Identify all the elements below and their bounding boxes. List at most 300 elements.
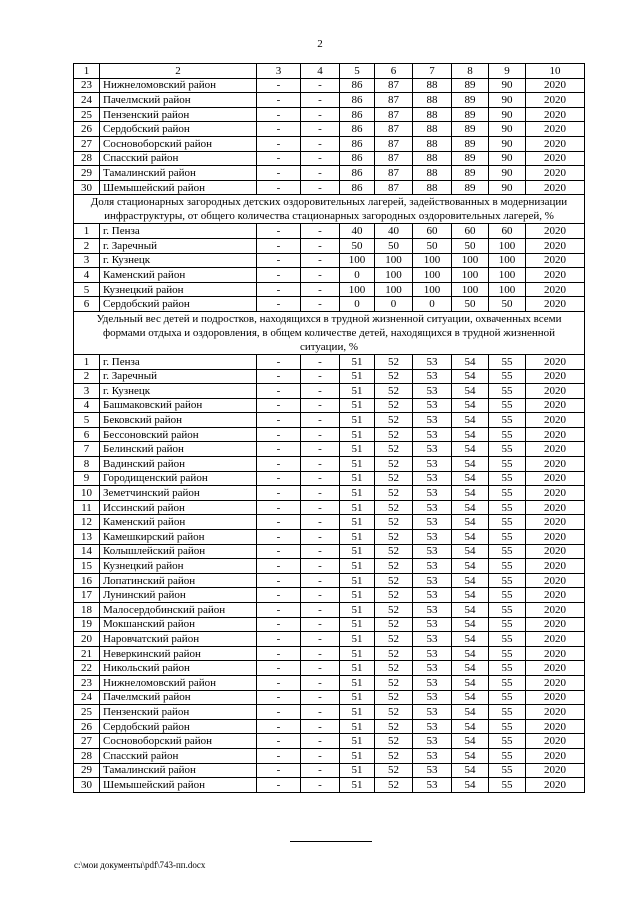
value-cell: 51 bbox=[340, 530, 375, 545]
value-cell: 86 bbox=[340, 78, 375, 93]
district-cell: Камешкирский район bbox=[100, 530, 257, 545]
value-cell: 51 bbox=[340, 705, 375, 720]
value-cell: 51 bbox=[340, 457, 375, 472]
table-row bbox=[74, 238, 585, 253]
table-row bbox=[74, 530, 585, 545]
value-cell: - bbox=[301, 107, 340, 122]
value-cell: - bbox=[301, 544, 340, 559]
value-cell: 6 bbox=[74, 297, 100, 312]
value-cell: - bbox=[257, 282, 301, 297]
value-cell: 54 bbox=[452, 413, 489, 428]
section-title: Доля стационарных загородных детских оздоровительных лагерей, задействованных в модернизации инфраструктуры, от общего количества стационарных загородных оздоровительных лагерей, % bbox=[74, 195, 585, 224]
district-cell: Пензенский район bbox=[100, 705, 257, 720]
value-cell: 54 bbox=[452, 734, 489, 749]
value-cell: 100 bbox=[375, 282, 413, 297]
value-cell: 53 bbox=[413, 427, 452, 442]
value-cell: 51 bbox=[340, 471, 375, 486]
value-cell: - bbox=[257, 588, 301, 603]
value-cell: - bbox=[301, 224, 340, 239]
value-cell: 2020 bbox=[526, 719, 585, 734]
header-row bbox=[74, 64, 585, 79]
value-cell: - bbox=[301, 253, 340, 268]
value-cell: 4 bbox=[74, 398, 100, 413]
value-cell: 25 bbox=[74, 705, 100, 720]
value-cell: 52 bbox=[375, 442, 413, 457]
district-cell: Неверкинский район bbox=[100, 646, 257, 661]
value-cell: - bbox=[257, 719, 301, 734]
value-cell: 2020 bbox=[526, 253, 585, 268]
table-row bbox=[74, 282, 585, 297]
header-cell: 3 bbox=[257, 64, 301, 79]
value-cell: 52 bbox=[375, 384, 413, 399]
value-cell: 53 bbox=[413, 734, 452, 749]
table-row bbox=[74, 705, 585, 720]
value-cell: - bbox=[301, 282, 340, 297]
value-cell: 2020 bbox=[526, 413, 585, 428]
table-row bbox=[74, 224, 585, 239]
value-cell: 2020 bbox=[526, 427, 585, 442]
table-row bbox=[74, 136, 585, 151]
value-cell: 88 bbox=[413, 93, 452, 108]
value-cell: 55 bbox=[489, 763, 526, 778]
value-cell: 55 bbox=[489, 632, 526, 647]
value-cell: 89 bbox=[452, 180, 489, 195]
district-cell: Кузнецкий район bbox=[100, 559, 257, 574]
value-cell: - bbox=[301, 180, 340, 195]
value-cell: 51 bbox=[340, 369, 375, 384]
district-cell: Сосновоборский район bbox=[100, 136, 257, 151]
value-cell: 24 bbox=[74, 690, 100, 705]
value-cell: - bbox=[301, 661, 340, 676]
value-cell: 86 bbox=[340, 93, 375, 108]
value-cell: 2020 bbox=[526, 661, 585, 676]
value-cell: - bbox=[301, 369, 340, 384]
value-cell: 2020 bbox=[526, 180, 585, 195]
value-cell: 51 bbox=[340, 500, 375, 515]
value-cell: 55 bbox=[489, 661, 526, 676]
value-cell: 60 bbox=[489, 224, 526, 239]
district-cell: Бессоновский район bbox=[100, 427, 257, 442]
value-cell: - bbox=[301, 297, 340, 312]
value-cell: 2020 bbox=[526, 748, 585, 763]
table-row bbox=[74, 690, 585, 705]
value-cell: 55 bbox=[489, 486, 526, 501]
value-cell: 52 bbox=[375, 617, 413, 632]
table-row bbox=[74, 778, 585, 793]
value-cell: 26 bbox=[74, 122, 100, 137]
value-cell: - bbox=[301, 778, 340, 793]
table-row bbox=[74, 427, 585, 442]
value-cell: 3 bbox=[74, 253, 100, 268]
value-cell: 52 bbox=[375, 705, 413, 720]
value-cell: 89 bbox=[452, 151, 489, 166]
value-cell: 2 bbox=[74, 238, 100, 253]
table-row bbox=[74, 384, 585, 399]
table-row bbox=[74, 457, 585, 472]
value-cell: - bbox=[257, 427, 301, 442]
district-cell: Наровчатский район bbox=[100, 632, 257, 647]
value-cell: 55 bbox=[489, 471, 526, 486]
value-cell: 53 bbox=[413, 354, 452, 369]
value-cell: - bbox=[301, 93, 340, 108]
value-cell: 52 bbox=[375, 734, 413, 749]
value-cell: 2020 bbox=[526, 384, 585, 399]
value-cell: 52 bbox=[375, 471, 413, 486]
value-cell: - bbox=[257, 748, 301, 763]
value-cell: 51 bbox=[340, 515, 375, 530]
value-cell: 51 bbox=[340, 763, 375, 778]
value-cell: - bbox=[257, 122, 301, 137]
value-cell: 90 bbox=[489, 78, 526, 93]
table-body bbox=[74, 64, 585, 793]
value-cell: 51 bbox=[340, 559, 375, 574]
table-row bbox=[74, 646, 585, 661]
value-cell: 100 bbox=[489, 253, 526, 268]
value-cell: 90 bbox=[489, 107, 526, 122]
value-cell: 86 bbox=[340, 151, 375, 166]
value-cell: 100 bbox=[489, 268, 526, 283]
value-cell: 2020 bbox=[526, 530, 585, 545]
value-cell: 2020 bbox=[526, 442, 585, 457]
value-cell: 100 bbox=[452, 268, 489, 283]
value-cell: - bbox=[301, 530, 340, 545]
value-cell: 54 bbox=[452, 369, 489, 384]
value-cell: 0 bbox=[375, 297, 413, 312]
value-cell: - bbox=[301, 617, 340, 632]
value-cell: 55 bbox=[489, 603, 526, 618]
value-cell: 51 bbox=[340, 632, 375, 647]
value-cell: 90 bbox=[489, 151, 526, 166]
value-cell: 2020 bbox=[526, 297, 585, 312]
value-cell: 2020 bbox=[526, 734, 585, 749]
value-cell: 1 bbox=[74, 224, 100, 239]
value-cell: - bbox=[257, 705, 301, 720]
value-cell: 53 bbox=[413, 530, 452, 545]
value-cell: 55 bbox=[489, 515, 526, 530]
value-cell: 87 bbox=[375, 136, 413, 151]
value-cell: 89 bbox=[452, 93, 489, 108]
value-cell: 54 bbox=[452, 675, 489, 690]
section-row bbox=[74, 195, 585, 224]
value-cell: 86 bbox=[340, 122, 375, 137]
value-cell: 52 bbox=[375, 500, 413, 515]
value-cell: 53 bbox=[413, 748, 452, 763]
value-cell: - bbox=[257, 253, 301, 268]
value-cell: 55 bbox=[489, 617, 526, 632]
value-cell: 40 bbox=[340, 224, 375, 239]
district-cell: Тамалинский район bbox=[100, 166, 257, 181]
value-cell: - bbox=[257, 646, 301, 661]
district-cell: г. Заречный bbox=[100, 369, 257, 384]
value-cell: 2020 bbox=[526, 486, 585, 501]
value-cell: 55 bbox=[489, 354, 526, 369]
value-cell: 55 bbox=[489, 457, 526, 472]
value-cell: 13 bbox=[74, 530, 100, 545]
table-row bbox=[74, 748, 585, 763]
value-cell: 50 bbox=[375, 238, 413, 253]
value-cell: 88 bbox=[413, 122, 452, 137]
value-cell: 90 bbox=[489, 93, 526, 108]
district-cell: Спасский район bbox=[100, 748, 257, 763]
value-cell: 54 bbox=[452, 573, 489, 588]
value-cell: 100 bbox=[340, 282, 375, 297]
value-cell: 52 bbox=[375, 690, 413, 705]
value-cell: - bbox=[257, 778, 301, 793]
value-cell: 3 bbox=[74, 384, 100, 399]
value-cell: 52 bbox=[375, 661, 413, 676]
district-cell: Сердобский район bbox=[100, 122, 257, 137]
value-cell: 50 bbox=[489, 297, 526, 312]
value-cell: 28 bbox=[74, 151, 100, 166]
value-cell: - bbox=[257, 224, 301, 239]
value-cell: 90 bbox=[489, 166, 526, 181]
table-row bbox=[74, 763, 585, 778]
value-cell: 55 bbox=[489, 675, 526, 690]
value-cell: - bbox=[301, 268, 340, 283]
value-cell: 53 bbox=[413, 778, 452, 793]
value-cell: 25 bbox=[74, 107, 100, 122]
value-cell: - bbox=[301, 675, 340, 690]
value-cell: - bbox=[301, 457, 340, 472]
value-cell: - bbox=[301, 122, 340, 137]
district-cell: Каменский район bbox=[100, 515, 257, 530]
value-cell: - bbox=[257, 661, 301, 676]
value-cell: 52 bbox=[375, 457, 413, 472]
value-cell: - bbox=[257, 413, 301, 428]
district-cell: Сердобский район bbox=[100, 719, 257, 734]
value-cell: 54 bbox=[452, 719, 489, 734]
value-cell: - bbox=[257, 166, 301, 181]
table-row bbox=[74, 515, 585, 530]
footer-file-path: c:\мои документы\pdf\743-пп.docx bbox=[74, 860, 206, 870]
value-cell: 53 bbox=[413, 442, 452, 457]
value-cell: 55 bbox=[489, 427, 526, 442]
district-cell: г. Кузнецк bbox=[100, 384, 257, 399]
value-cell: 54 bbox=[452, 544, 489, 559]
district-cell: Кузнецкий район bbox=[100, 282, 257, 297]
value-cell: - bbox=[301, 559, 340, 574]
value-cell: 2020 bbox=[526, 122, 585, 137]
value-cell: 51 bbox=[340, 427, 375, 442]
value-cell: 53 bbox=[413, 515, 452, 530]
value-cell: - bbox=[301, 573, 340, 588]
value-cell: 90 bbox=[489, 136, 526, 151]
value-cell: 2020 bbox=[526, 107, 585, 122]
value-cell: - bbox=[257, 500, 301, 515]
district-cell: г. Пенза bbox=[100, 224, 257, 239]
table-row bbox=[74, 588, 585, 603]
value-cell: 54 bbox=[452, 471, 489, 486]
value-cell: 51 bbox=[340, 719, 375, 734]
value-cell: 87 bbox=[375, 166, 413, 181]
value-cell: - bbox=[257, 734, 301, 749]
value-cell: 51 bbox=[340, 748, 375, 763]
value-cell: 87 bbox=[375, 151, 413, 166]
value-cell: - bbox=[301, 151, 340, 166]
value-cell: 52 bbox=[375, 530, 413, 545]
value-cell: - bbox=[257, 457, 301, 472]
value-cell: 55 bbox=[489, 588, 526, 603]
value-cell: 51 bbox=[340, 617, 375, 632]
value-cell: 54 bbox=[452, 646, 489, 661]
value-cell: 55 bbox=[489, 544, 526, 559]
value-cell: - bbox=[301, 734, 340, 749]
value-cell: 11 bbox=[74, 500, 100, 515]
value-cell: 55 bbox=[489, 646, 526, 661]
value-cell: 89 bbox=[452, 122, 489, 137]
value-cell: - bbox=[301, 398, 340, 413]
value-cell: 2020 bbox=[526, 617, 585, 632]
value-cell: 26 bbox=[74, 719, 100, 734]
value-cell: - bbox=[301, 238, 340, 253]
value-cell: 2020 bbox=[526, 354, 585, 369]
district-cell: Лопатинский район bbox=[100, 573, 257, 588]
table-row bbox=[74, 369, 585, 384]
value-cell: 51 bbox=[340, 778, 375, 793]
value-cell: 54 bbox=[452, 661, 489, 676]
value-cell: - bbox=[257, 384, 301, 399]
district-cell: Иссинский район bbox=[100, 500, 257, 515]
value-cell: - bbox=[301, 354, 340, 369]
table-row bbox=[74, 78, 585, 93]
value-cell: 87 bbox=[375, 93, 413, 108]
value-cell: 5 bbox=[74, 282, 100, 297]
value-cell: 18 bbox=[74, 603, 100, 618]
value-cell: 53 bbox=[413, 719, 452, 734]
value-cell: - bbox=[301, 690, 340, 705]
value-cell: 88 bbox=[413, 180, 452, 195]
value-cell: 53 bbox=[413, 603, 452, 618]
value-cell: 89 bbox=[452, 166, 489, 181]
value-cell: 55 bbox=[489, 705, 526, 720]
district-cell: Колышлейский район bbox=[100, 544, 257, 559]
value-cell: 27 bbox=[74, 136, 100, 151]
value-cell: - bbox=[301, 427, 340, 442]
value-cell: 55 bbox=[489, 384, 526, 399]
value-cell: 54 bbox=[452, 617, 489, 632]
value-cell: 52 bbox=[375, 427, 413, 442]
value-cell: - bbox=[257, 530, 301, 545]
value-cell: 52 bbox=[375, 544, 413, 559]
value-cell: 30 bbox=[74, 180, 100, 195]
value-cell: 50 bbox=[452, 238, 489, 253]
value-cell: 54 bbox=[452, 354, 489, 369]
header-cell: 1 bbox=[74, 64, 100, 79]
district-cell: Пачелмский район bbox=[100, 93, 257, 108]
indicators-table bbox=[73, 63, 585, 793]
header-cell: 8 bbox=[452, 64, 489, 79]
value-cell: - bbox=[257, 354, 301, 369]
value-cell: 54 bbox=[452, 384, 489, 399]
value-cell: 53 bbox=[413, 471, 452, 486]
district-cell: Никольский район bbox=[100, 661, 257, 676]
district-cell: Тамалинский район bbox=[100, 763, 257, 778]
value-cell: 53 bbox=[413, 632, 452, 647]
value-cell: 0 bbox=[340, 297, 375, 312]
value-cell: 2020 bbox=[526, 778, 585, 793]
value-cell: 40 bbox=[375, 224, 413, 239]
value-cell: 53 bbox=[413, 486, 452, 501]
value-cell: 7 bbox=[74, 442, 100, 457]
value-cell: 53 bbox=[413, 705, 452, 720]
value-cell: 51 bbox=[340, 442, 375, 457]
value-cell: 55 bbox=[489, 398, 526, 413]
district-cell: Нижнеломовский район bbox=[100, 78, 257, 93]
value-cell: 55 bbox=[489, 369, 526, 384]
value-cell: - bbox=[257, 238, 301, 253]
value-cell: - bbox=[257, 442, 301, 457]
header-cell: 2 bbox=[100, 64, 257, 79]
value-cell: 54 bbox=[452, 588, 489, 603]
value-cell: - bbox=[257, 151, 301, 166]
district-cell: Шемышейский район bbox=[100, 778, 257, 793]
value-cell: 51 bbox=[340, 734, 375, 749]
value-cell: 54 bbox=[452, 398, 489, 413]
value-cell: 2020 bbox=[526, 632, 585, 647]
value-cell: - bbox=[301, 413, 340, 428]
value-cell: 17 bbox=[74, 588, 100, 603]
value-cell: - bbox=[257, 559, 301, 574]
value-cell: 14 bbox=[74, 544, 100, 559]
value-cell: - bbox=[257, 675, 301, 690]
value-cell: 53 bbox=[413, 690, 452, 705]
value-cell: - bbox=[301, 471, 340, 486]
value-cell: - bbox=[301, 705, 340, 720]
value-cell: 100 bbox=[375, 268, 413, 283]
value-cell: 54 bbox=[452, 632, 489, 647]
value-cell: 53 bbox=[413, 617, 452, 632]
value-cell: - bbox=[257, 544, 301, 559]
value-cell: 52 bbox=[375, 763, 413, 778]
value-cell: 2020 bbox=[526, 398, 585, 413]
table-row bbox=[74, 559, 585, 574]
value-cell: 55 bbox=[489, 748, 526, 763]
value-cell: 100 bbox=[375, 253, 413, 268]
district-cell: Бековский район bbox=[100, 413, 257, 428]
table-row bbox=[74, 675, 585, 690]
value-cell: - bbox=[301, 646, 340, 661]
value-cell: 23 bbox=[74, 78, 100, 93]
table-row bbox=[74, 544, 585, 559]
value-cell: 53 bbox=[413, 646, 452, 661]
value-cell: 53 bbox=[413, 675, 452, 690]
value-cell: 51 bbox=[340, 384, 375, 399]
value-cell: 50 bbox=[413, 238, 452, 253]
value-cell: 88 bbox=[413, 78, 452, 93]
value-cell: 52 bbox=[375, 719, 413, 734]
value-cell: 16 bbox=[74, 573, 100, 588]
value-cell: 2020 bbox=[526, 603, 585, 618]
table-row bbox=[74, 734, 585, 749]
value-cell: 1 bbox=[74, 354, 100, 369]
district-cell: г. Пенза bbox=[100, 354, 257, 369]
value-cell: 2020 bbox=[526, 559, 585, 574]
district-cell: Вадинский район bbox=[100, 457, 257, 472]
value-cell: 55 bbox=[489, 500, 526, 515]
table-row bbox=[74, 354, 585, 369]
value-cell: - bbox=[257, 632, 301, 647]
value-cell: 54 bbox=[452, 486, 489, 501]
value-cell: 55 bbox=[489, 413, 526, 428]
value-cell: 50 bbox=[452, 297, 489, 312]
table-row bbox=[74, 617, 585, 632]
header-cell: 9 bbox=[489, 64, 526, 79]
value-cell: - bbox=[257, 369, 301, 384]
value-cell: 54 bbox=[452, 559, 489, 574]
value-cell: 54 bbox=[452, 705, 489, 720]
value-cell: 54 bbox=[452, 457, 489, 472]
district-cell: Городищенский район bbox=[100, 471, 257, 486]
